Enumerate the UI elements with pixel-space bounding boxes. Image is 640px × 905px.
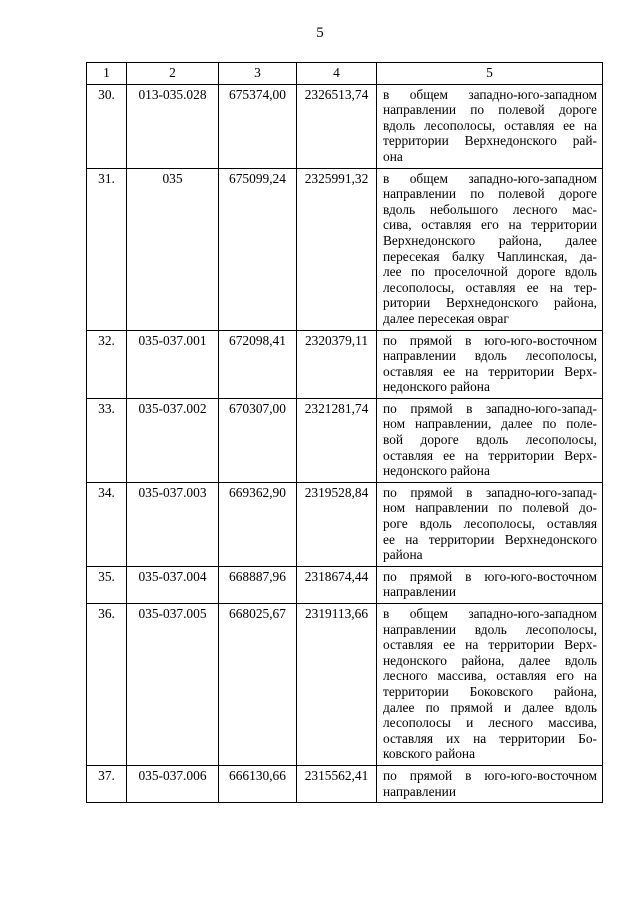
description-line: ее на территории Верхнедонского xyxy=(383,531,597,547)
description-line: территории Верхнедонского рай- xyxy=(383,133,597,149)
table-body xyxy=(87,84,603,803)
description-line: ном направлении, далее по поле- xyxy=(383,416,597,432)
point-id-cell: 035-037.003 xyxy=(127,482,219,566)
table-header xyxy=(87,63,603,85)
row-number-cell: 35. xyxy=(87,566,127,603)
y-coordinate-cell: 2319528,84 xyxy=(297,482,377,566)
point-id-cell: 035-037.006 xyxy=(127,765,219,802)
x-coordinate-cell: 666130,66 xyxy=(219,765,297,802)
table-row xyxy=(87,330,603,398)
row-number-cell: 32. xyxy=(87,330,127,398)
row-number-cell: 34. xyxy=(87,482,127,566)
description-cell xyxy=(377,566,603,603)
description-cell xyxy=(377,765,603,802)
description-line: лее по проселочной дороге вдоль xyxy=(383,264,597,280)
description-line: далее пересекая овраг xyxy=(383,310,509,326)
table-row xyxy=(87,482,603,566)
row-number-cell: 37. xyxy=(87,765,127,802)
y-coordinate-cell: 2326513,74 xyxy=(297,84,377,168)
y-coordinate-cell: 2318674,44 xyxy=(297,566,377,603)
table-row xyxy=(87,765,603,802)
description-cell xyxy=(377,168,603,330)
header-col-3: 3 xyxy=(219,63,297,85)
description-line: недонского района xyxy=(383,463,490,479)
description-line: оставляя ее на территории Верх- xyxy=(383,363,597,379)
description-line: оставляя ее на территории Верх- xyxy=(383,637,597,653)
description-line: роге вдоль лесополосы, оставляя xyxy=(383,516,597,532)
row-number-cell: 33. xyxy=(87,398,127,482)
description-line: ритории Верхнедонского района, xyxy=(383,295,597,311)
description-line: пересекая балку Чаплинская, да- xyxy=(383,248,597,264)
point-id-cell: 035-037.004 xyxy=(127,566,219,603)
x-coordinate-cell: 672098,41 xyxy=(219,330,297,398)
y-coordinate-cell: 2325991,32 xyxy=(297,168,377,330)
page-number: 5 xyxy=(316,25,324,41)
description-cell xyxy=(377,398,603,482)
row-number-cell: 36. xyxy=(87,604,127,766)
description-line: далее по прямой и далее вдоль xyxy=(383,699,597,715)
header-col-5: 5 xyxy=(377,63,603,85)
description-line: направлении xyxy=(383,783,457,799)
table-row xyxy=(87,566,603,603)
description-line: в общем западно-юго-западном xyxy=(383,86,597,102)
boundary-table xyxy=(86,62,603,803)
description-line: по прямой в юго-юго-восточном xyxy=(383,568,597,584)
x-coordinate-cell: 668887,96 xyxy=(219,566,297,603)
description-line: ном направлении по полевой до- xyxy=(383,500,597,516)
table-row xyxy=(87,84,603,168)
description-line: вдоль небольшого лесного мас- xyxy=(383,201,597,217)
point-id-cell: 035-037.002 xyxy=(127,398,219,482)
description-line: она xyxy=(383,148,403,164)
description-line: направлении по полевой дороге xyxy=(383,186,597,202)
description-cell xyxy=(377,84,603,168)
y-coordinate-cell: 2319113,66 xyxy=(297,604,377,766)
description-line: по прямой в юго-юго-восточном xyxy=(383,332,597,348)
row-number-cell: 30. xyxy=(87,84,127,168)
description-line: лесного массива, оставляя его на xyxy=(383,668,597,684)
description-line: по прямой в юго-юго-восточном xyxy=(383,767,597,783)
description-line: направлении вдоль лесополосы, xyxy=(383,348,597,364)
y-coordinate-cell: 2321281,74 xyxy=(297,398,377,482)
description-line: Верхнедонского района, далее xyxy=(383,232,597,248)
x-coordinate-cell: 669362,90 xyxy=(219,482,297,566)
x-coordinate-cell: 668025,67 xyxy=(219,604,297,766)
y-coordinate-cell: 2315562,41 xyxy=(297,765,377,802)
description-cell xyxy=(377,330,603,398)
point-id-cell: 013-035.028 xyxy=(127,84,219,168)
header-row xyxy=(87,63,603,85)
table-row xyxy=(87,604,603,766)
description-line: сива, оставляя его на территории xyxy=(383,217,597,233)
table-row xyxy=(87,168,603,330)
description-line: в общем западно-юго-западном xyxy=(383,170,597,186)
point-id-cell: 035-037.005 xyxy=(127,604,219,766)
description-cell xyxy=(377,482,603,566)
x-coordinate-cell: 675374,00 xyxy=(219,84,297,168)
x-coordinate-cell: 675099,24 xyxy=(219,168,297,330)
description-cell xyxy=(377,604,603,766)
description-line: направлении xyxy=(383,584,457,600)
description-line: района xyxy=(383,547,423,563)
point-id-cell: 035-037.001 xyxy=(127,330,219,398)
description-line: оставляя их на территории Бо- xyxy=(383,730,597,746)
y-coordinate-cell: 2320379,11 xyxy=(297,330,377,398)
x-coordinate-cell: 670307,00 xyxy=(219,398,297,482)
description-line: лесополосы, оставляя ее на тер- xyxy=(383,279,597,295)
point-id-cell: 035 xyxy=(127,168,219,330)
description-line: вдоль лесополосы, оставляя ее на xyxy=(383,117,597,133)
description-line: оставляя ее на территории Верх- xyxy=(383,447,597,463)
table-row xyxy=(87,398,603,482)
description-line: лесополосы и лесного массива, xyxy=(383,715,597,731)
description-line: недонского района, далее вдоль xyxy=(383,652,597,668)
description-line: вой дороге вдоль лесополосы, xyxy=(383,432,597,448)
header-col-1: 1 xyxy=(87,63,127,85)
description-line: по прямой в западно-юго-запад- xyxy=(383,484,597,500)
header-col-4: 4 xyxy=(297,63,377,85)
description-line: по прямой в западно-юго-запад- xyxy=(383,400,597,416)
description-line: направлении вдоль лесополосы, xyxy=(383,621,597,637)
row-number-cell: 31. xyxy=(87,168,127,330)
description-line: территории Боковского района, xyxy=(383,683,597,699)
description-line: недонского района xyxy=(383,379,490,395)
description-line: направлении по полевой дороге xyxy=(383,102,597,118)
header-col-2: 2 xyxy=(127,63,219,85)
description-line: в общем западно-юго-западном xyxy=(383,606,597,621)
description-line: ковского района xyxy=(383,746,476,762)
